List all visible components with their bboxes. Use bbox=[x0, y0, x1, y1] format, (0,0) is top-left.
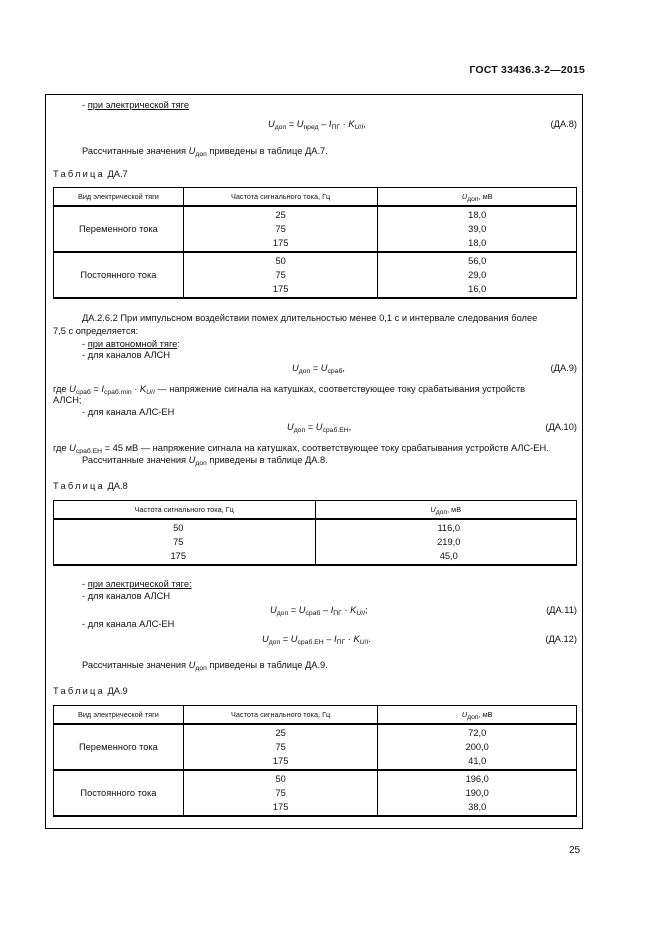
equation-number-da9: (ДА.9) bbox=[550, 363, 577, 373]
voltage-cell: 18,0 39,0 18,0 bbox=[378, 206, 577, 252]
alsn-channels-item: - для каналов АЛСН bbox=[82, 350, 171, 360]
page-number: 25 bbox=[569, 845, 581, 856]
equation-number-da12: (ДА.12) bbox=[545, 634, 577, 644]
text-reference-t9: Рассчитанные значения $U_{доп}$ приведены в таблице ДА.9. bbox=[82, 660, 328, 672]
text-reference-t7: Рассчитанные значения $U_{доп}$ приведены в таблице ДА.7. bbox=[82, 146, 328, 158]
table-header: Вид электрической тяги bbox=[54, 188, 184, 207]
table-header: $U_{доп}$, мВ bbox=[378, 706, 577, 725]
table-header: Частота сигнального тока, Гц bbox=[54, 501, 316, 520]
autonomous-traction-item: - при автономной тяге: bbox=[82, 339, 180, 349]
where-da10: где $U_{сраб.ЕН} = 45$ мВ — напряжение сигнала на катушках, соответствующее току срабатывания устройств АЛС-ЕН. bbox=[53, 443, 549, 455]
table-da9-caption: Таблица ДА.9 bbox=[53, 686, 128, 696]
table-da8-caption: Таблица ДА.8 bbox=[53, 481, 128, 491]
table-header: $U_{доп}$, мВ bbox=[315, 501, 577, 520]
formula-da8: $U_{доп} = U_{пред} - I_{ПГ} \cdot K_{U/I}$, bbox=[268, 119, 366, 131]
frequency-cell: 50 75 175 bbox=[183, 770, 378, 816]
alsn-channels-item-2: - для каналов АЛСН bbox=[82, 591, 171, 601]
text-reference-t8: Рассчитанные значения $U_{доп}$ приведены в таблице ДА.8. bbox=[82, 455, 328, 467]
where-da9-line2: АЛСН; bbox=[53, 395, 82, 405]
where-da9-line1: где $U_{сраб} = I_{сраб.min} \cdot K_{U/I}$ — напряжение сигнала на катушках, соответствующее току срабатывания устройств bbox=[53, 384, 526, 396]
document-id: ГОСТ 33436.3-2—2015 bbox=[469, 64, 585, 76]
paragraph-da262-line1: ДА.2.6.2 При импульсном воздействии помех длительностью менее 0,1 с и интервале следования более bbox=[82, 313, 538, 323]
voltage-cell: 56,0 29,0 16,0 bbox=[378, 252, 577, 298]
formula-da11: $U_{доп} = U_{сраб} - I_{ПГ} \cdot K_{U/I}$; bbox=[270, 605, 368, 617]
table-header: $U_{доп}$, мВ bbox=[378, 188, 577, 207]
table-da7 bbox=[53, 187, 577, 299]
als-en-channel-item: - для канала АЛС-ЕН bbox=[82, 407, 175, 417]
frequency-cell: 25 75 175 bbox=[183, 206, 378, 252]
frequency-cell: 50 75 175 bbox=[54, 519, 316, 565]
equation-number-da11: (ДА.11) bbox=[546, 605, 577, 615]
formula-da10: $U_{доп} = U_{сраб.ЕН}$, bbox=[287, 422, 352, 434]
table-da9 bbox=[53, 705, 577, 817]
als-en-channel-item-2: - для канала АЛС-ЕН bbox=[82, 619, 175, 629]
table-header: Частота сигнального тока, Гц bbox=[183, 188, 378, 207]
electric-traction-item: - при электрической тяге bbox=[82, 100, 190, 110]
traction-type-cell: Постоянного тока bbox=[54, 770, 184, 816]
frequency-cell: 25 75 175 bbox=[183, 724, 378, 770]
electric-traction-item-2: - при электрической тяге: bbox=[82, 579, 192, 589]
paragraph-da262-line2: 7,5 с определяется: bbox=[53, 326, 139, 336]
table-header: Вид электрической тяги bbox=[54, 706, 184, 725]
equation-number-da10: (ДА.10) bbox=[545, 422, 577, 432]
table-da7-caption: Таблица ДА.7 bbox=[53, 169, 128, 179]
table-header: Частота сигнального тока, Гц bbox=[183, 706, 378, 725]
table-da8 bbox=[53, 500, 577, 566]
voltage-cell: 196,0 190,0 38,0 bbox=[378, 770, 577, 816]
traction-type-cell: Постоянного тока bbox=[54, 252, 184, 298]
voltage-cell: 116,0 219,0 45,0 bbox=[315, 519, 577, 565]
traction-type-cell: Переменного тока bbox=[54, 206, 184, 252]
voltage-cell: 72,0 200,0 41,0 bbox=[378, 724, 577, 770]
traction-type-cell: Переменного тока bbox=[54, 724, 184, 770]
equation-number-da8: (ДА.8) bbox=[550, 119, 577, 129]
formula-da12: $U_{доп} = U_{сраб.ЕН} - I_{ПГ} \cdot K_{U/I}$. bbox=[262, 634, 371, 646]
frequency-cell: 50 75 175 bbox=[183, 252, 378, 298]
formula-da9: $U_{доп} = U_{сраб}$, bbox=[292, 363, 345, 375]
